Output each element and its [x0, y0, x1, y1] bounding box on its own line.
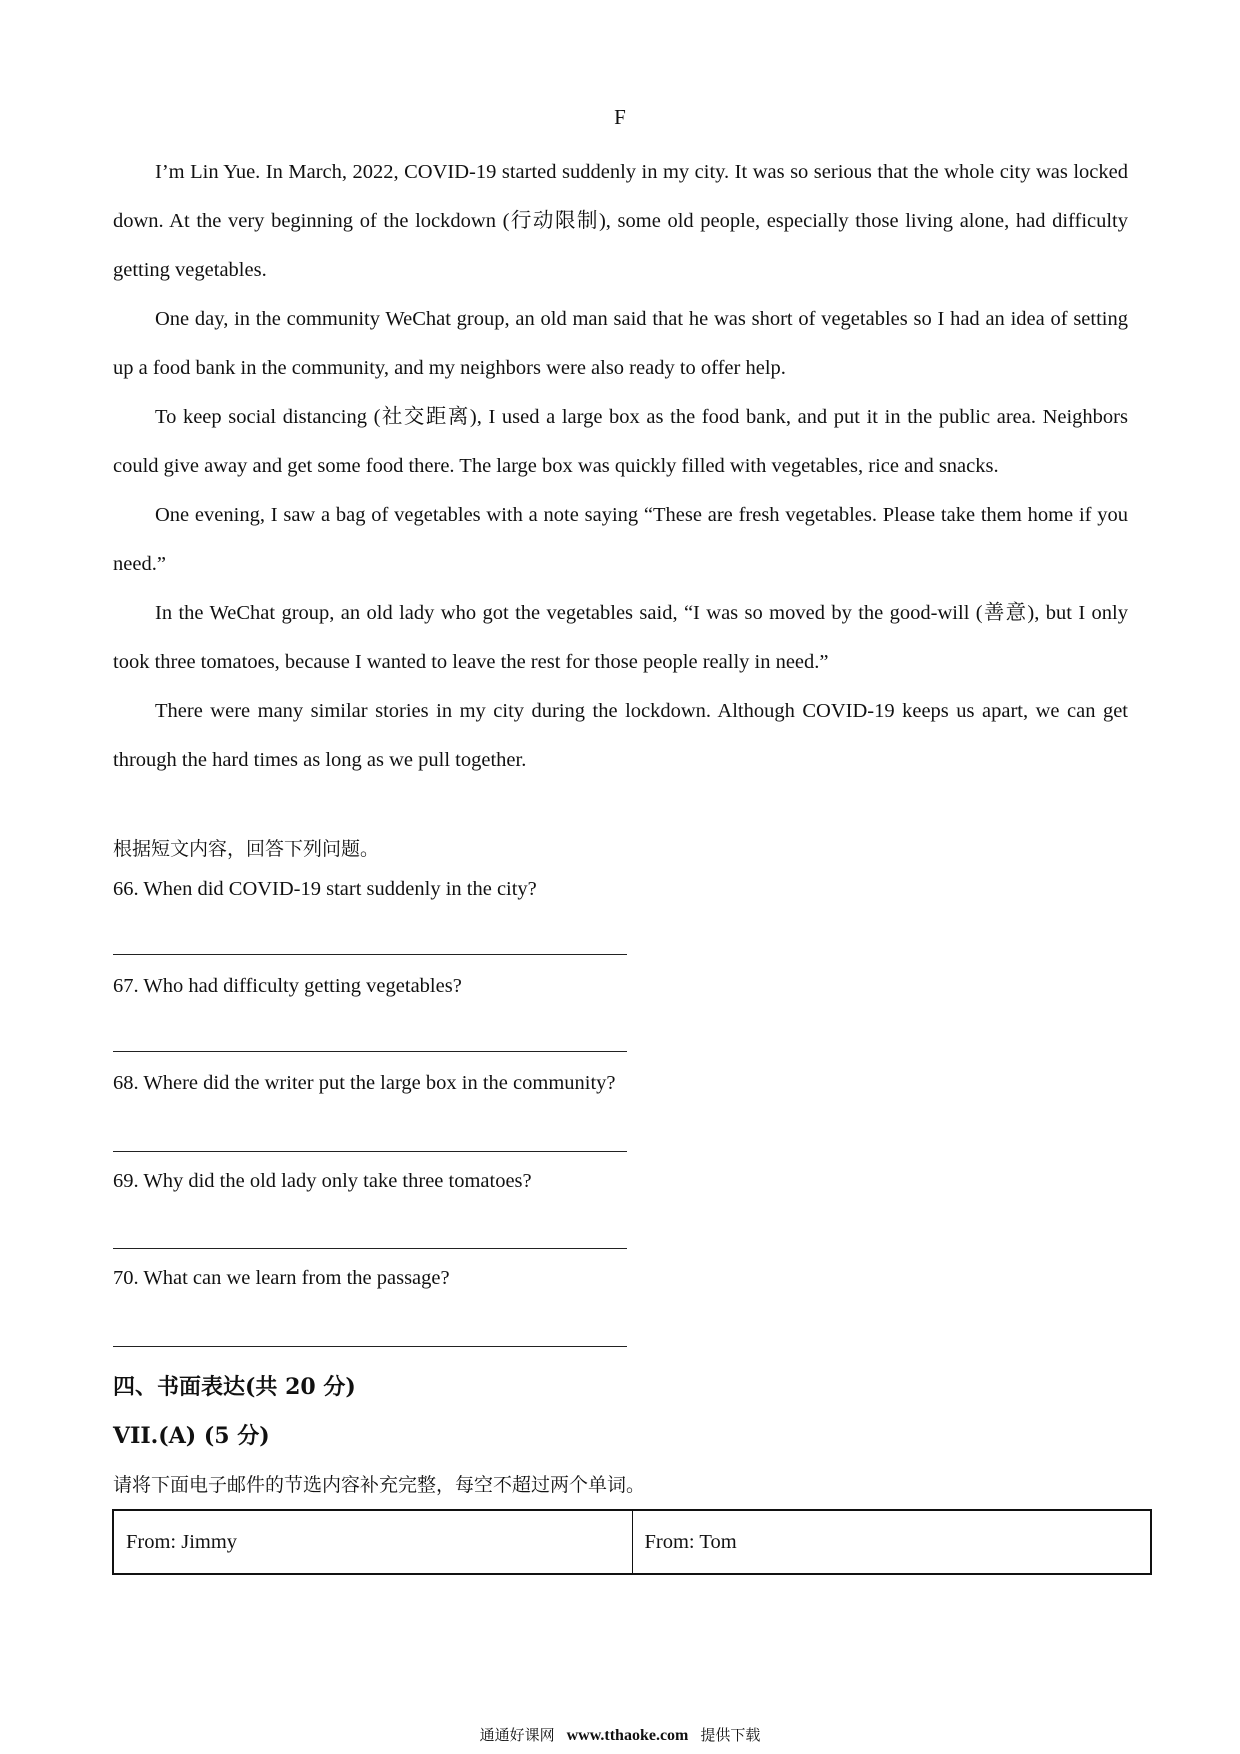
passage-paragraph: One day, in the community WeChat group, an old man said that he was short of vegetables so I had an idea of setting up a food bank in the community, and my neighbors were also ready to offer help.	[113, 308, 1128, 379]
answer-line-69[interactable]	[113, 1248, 627, 1249]
section-letter: F	[614, 105, 626, 129]
passage-paragraph: There were many similar stories in my city during the lockdown. Although COVID-19 keeps us apart, we can get through the hard times as long as we pull together.	[113, 700, 1128, 771]
footer-download-text: 提供下载	[700, 1726, 761, 1744]
question-70: 70. What can we learn from the passage?	[113, 1267, 450, 1289]
email-from-jimmy: From: Jimmy	[113, 1510, 632, 1574]
answer-line-66[interactable]	[113, 954, 627, 955]
passage-paragraph: I’m Lin Yue. In March, 2022, COVID-19 started suddenly in my city. It was so serious that the whole city was locked down. At the very beginning of the lockdown (行动限制), some old people, especially those living alone, had difficulty getting vegetables.	[113, 161, 1128, 281]
footer-brand: 通通好课网	[479, 1726, 555, 1744]
question-67: 67. Who had difficulty getting vegetables?	[113, 975, 462, 997]
passage-paragraph: One evening, I saw a bag of vegetables with a note saying “These are fresh vegetables. Please take them home if you need.”	[113, 504, 1128, 575]
passage-paragraph: To keep social distancing (社交距离), I used a large box as the food bank, and put it in the public area. Neighbors could give away and get some food there. The large box was quickly filled with vegetables, rice and snacks.	[113, 406, 1128, 477]
section-heading: 四、书面表达(共 20 分)	[113, 1374, 356, 1400]
email-from-tom: From: Tom	[632, 1510, 1151, 1574]
sub-heading: VII.(A) (5 分)	[113, 1423, 270, 1449]
answer-line-70[interactable]	[113, 1346, 627, 1347]
email-instruction: 请将下面电子邮件的节选内容补充完整，每空不超过两个单词。	[113, 1474, 646, 1496]
email-table	[112, 1509, 1152, 1575]
answer-line-67[interactable]	[113, 1051, 627, 1052]
question-66: 66. When did COVID-19 start suddenly in the city?	[113, 878, 537, 900]
reading-passage	[113, 148, 1128, 785]
question-69: 69. Why did the old lady only take three tomatoes?	[113, 1170, 532, 1192]
question-68: 68. Where did the writer put the large box in the community?	[113, 1072, 616, 1094]
footer-website: www.tthaoke.com	[566, 1727, 689, 1744]
email-table-row	[113, 1510, 1151, 1574]
page-footer	[0, 1724, 1240, 1745]
question-instruction: 根据短文内容，回答下列问题。	[113, 838, 380, 860]
passage-paragraph: In the WeChat group, an old lady who got the vegetables said, “I was so moved by the good-will (善意), but I only took three tomatoes, because I wanted to leave the rest for those people really in need.”	[113, 602, 1128, 673]
answer-line-68[interactable]	[113, 1151, 627, 1152]
